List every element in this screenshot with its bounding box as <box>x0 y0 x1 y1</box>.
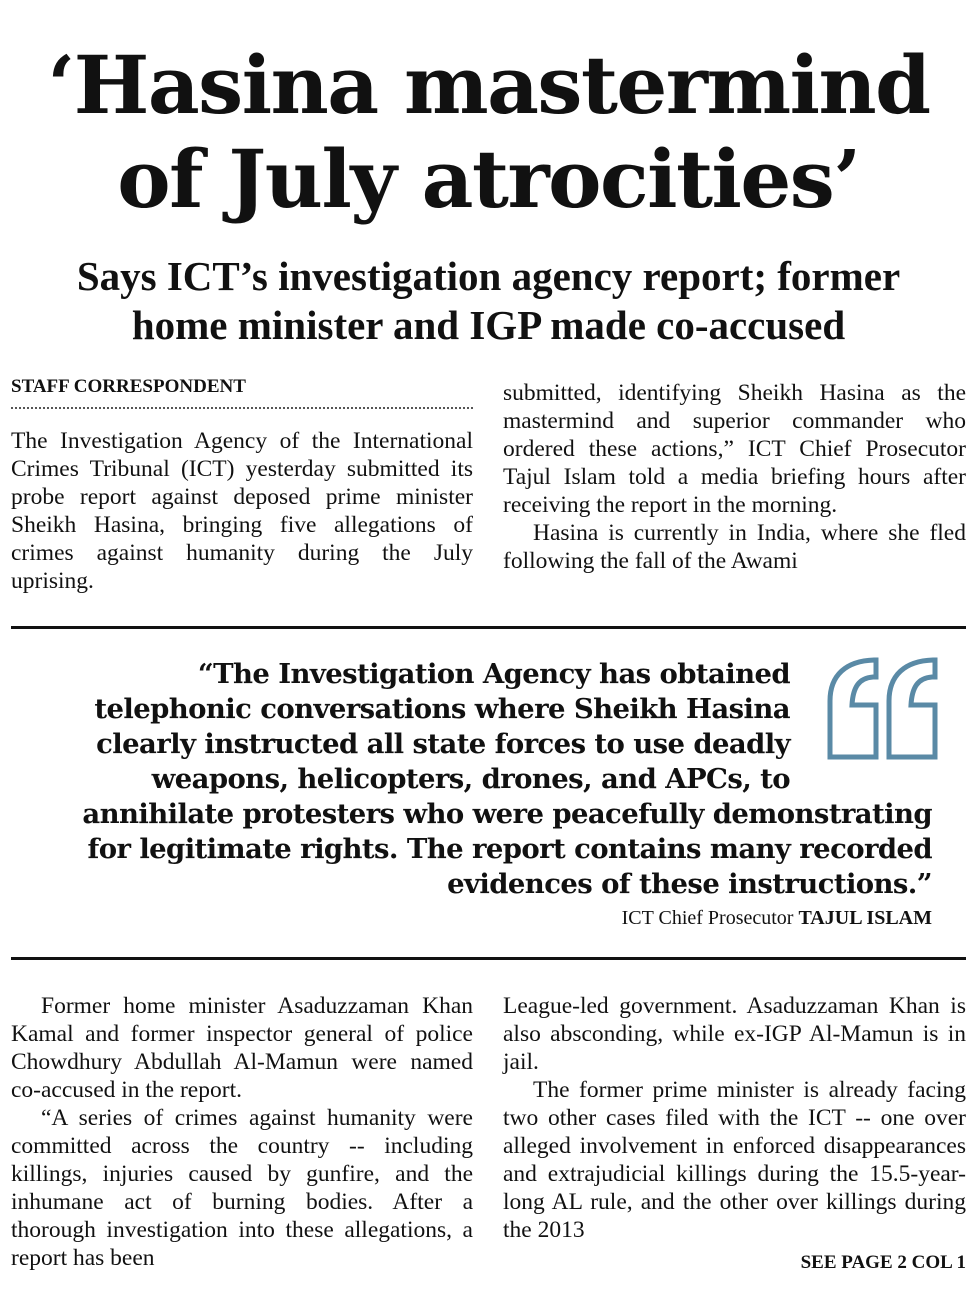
pull-quote-line: telephonic conversations where Sheikh Hasina <box>94 693 790 725</box>
article-column-1-bottom <box>11 992 473 1272</box>
headline-line-2: of July atrocities’ <box>117 132 860 226</box>
attribution-title: ICT Chief Prosecutor <box>621 907 794 929</box>
pull-quote-line: annihilate protesters who were peacefully demonstrating <box>82 798 932 830</box>
jump-line: SEE PAGE 2 COL 1 <box>800 1252 966 1273</box>
paragraph: League-led government. Asaduzzaman Khan is also absconding, while ex-IGP Al-Mamun is in jail. <box>503 993 966 1075</box>
byline: STAFF CORRESPONDENT <box>11 375 473 409</box>
pull-quote-attribution <box>300 905 932 931</box>
pull-quote-bottom-rule <box>11 957 966 960</box>
headline-line-1: ‘Hasina mastermind <box>47 38 930 132</box>
pull-quote-line: weapons, helicopters, drones, and APCs, to <box>151 763 790 795</box>
paragraph: Hasina is currently in India, where she fled following the fall of the Awami <box>503 520 966 574</box>
article-column-2-bottom <box>503 992 966 1244</box>
paragraph: The former prime minister is already facing two other cases filed with the ICT -- one over alleged involvement in enforced disappearances and extrajudicial killings during the 15.5-year-long AL rule, and the other over killings during the 2013 <box>503 1077 966 1243</box>
pull-quote <box>40 657 932 902</box>
pull-quote-line: evidences of these instructions.” <box>447 868 932 900</box>
pull-quote-line: for legitimate rights. The report contains many recorded <box>87 833 932 865</box>
article-column-2-top <box>503 379 966 603</box>
article-column-1-top <box>11 427 473 595</box>
pull-quote-line: “The Investigation Agency has obtained <box>197 658 790 690</box>
subheadline-line-2: home minister and IGP made co-accused <box>131 302 846 348</box>
pull-quote-top-rule <box>11 626 966 629</box>
headline <box>0 38 977 226</box>
paragraph: Former home minister Asaduzzaman Khan Kamal and former inspector general of police Chowdhury Abdullah Al-Mamun were named co-accused in the report. <box>11 993 473 1103</box>
subheadline <box>0 252 977 350</box>
pull-quote-line: clearly instructed all state forces to use deadly <box>96 728 790 760</box>
subheadline-line-1: Says ICT’s investigation agency report; former <box>76 253 901 299</box>
paragraph: submitted, identifying Sheikh Hasina as the mastermind and superior commander who ordered these actions,” ICT Chief Prosecutor Tajul Islam told a media briefing hours after receiving the report in the morning. <box>503 380 966 518</box>
paragraph: The Investigation Agency of the International Crimes Tribunal (ICT) yesterday submitted its probe report against deposed prime minister Sheikh Hasina, bringing five allegations of crimes against humanity during the July uprising. <box>11 428 473 594</box>
paragraph: “A series of crimes against humanity were committed across the country -- including killings, injuries caused by gunfire, and the inhumane act of burning bodies. After a thorough investigation into these allegations, a report has been <box>11 1105 473 1271</box>
attribution-name: TAJUL ISLAM <box>798 907 932 929</box>
